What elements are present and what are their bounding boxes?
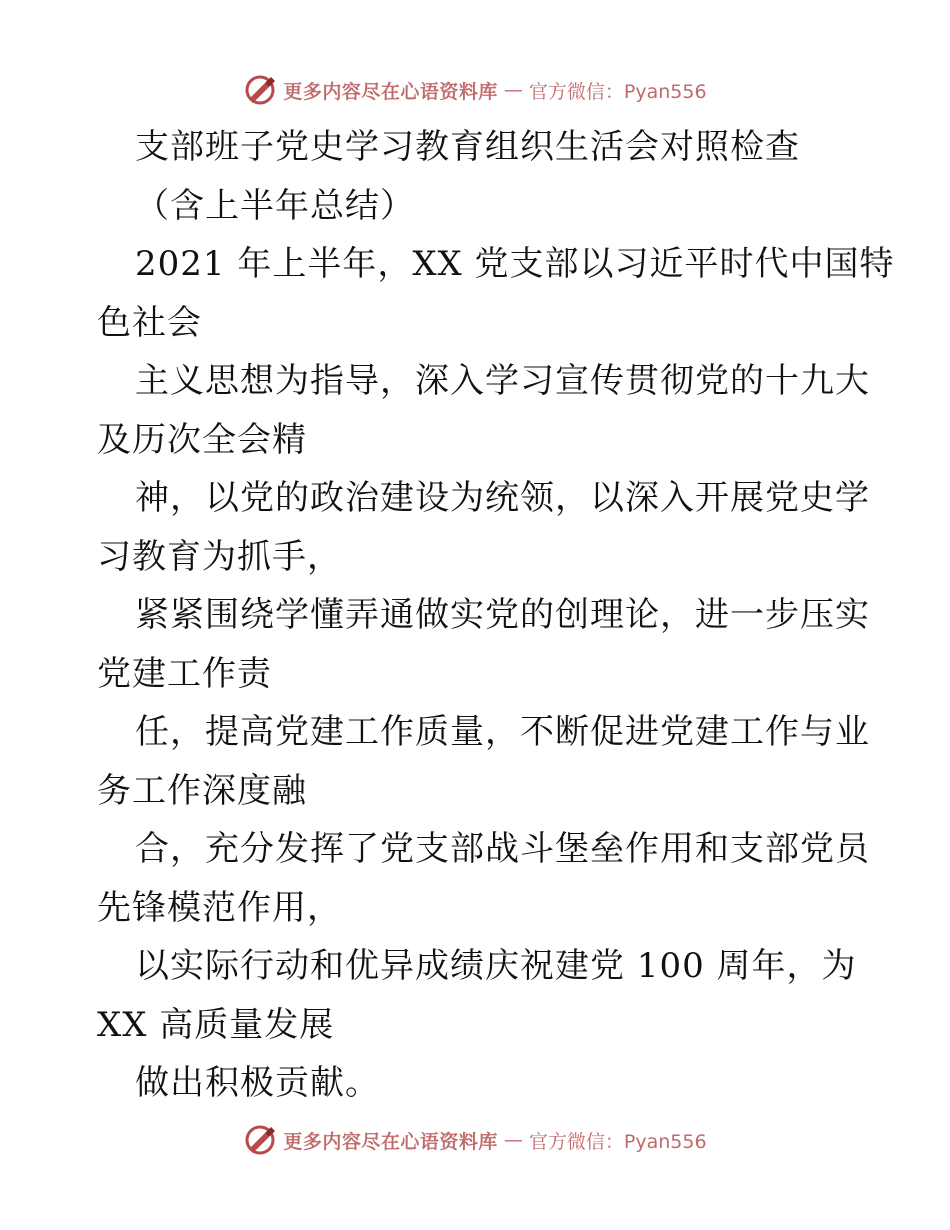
watermark-title: 更多内容尽在心语资料库: [283, 1130, 498, 1153]
doc-title-line-2: （含上半年总结）: [135, 185, 415, 226]
watermark-contact: 官方微信：Pyan556: [528, 1130, 707, 1153]
paragraph-line: 2021 年上半年，XX 党支部以习近平时代中国特: [135, 244, 895, 284]
watermark-title: 更多内容尽在心语资料库: [283, 80, 498, 103]
paragraph-line: 色社会: [97, 302, 202, 343]
paragraph-line: 党建工作责: [97, 653, 272, 694]
document-body: [97, 118, 895, 1113]
paragraph-line: 紧紧围绕学懂弄通做实党的创理论，进一步压实: [135, 595, 870, 635]
paragraph-line: 先锋模范作用，: [97, 887, 342, 928]
paragraph-line: 以实际行动和优异成绩庆祝建党 100 周年，为: [135, 946, 857, 986]
pen-circle-logo-icon: [243, 73, 277, 107]
paragraph-line: 合，充分发挥了党支部战斗堡垒作用和支部党员: [135, 829, 870, 869]
paragraph-line: 习教育为抓手，: [97, 536, 342, 577]
paragraph-line: 及历次全会精: [97, 419, 307, 460]
doc-title-line-1: 支部班子党史学习教育组织生活会对照检查: [135, 127, 800, 167]
watermark-separator: —: [503, 1129, 523, 1151]
watermark-header: [0, 70, 950, 110]
paragraph-line: XX 高质量发展: [97, 1004, 335, 1045]
paragraph-line: 做出积极贡献。: [135, 1063, 380, 1103]
paragraph-line: 务工作深度融: [97, 770, 307, 811]
paragraph-line: 主义思想为指导，深入学习宣传贯彻党的十九大: [135, 361, 870, 401]
watermark-separator: —: [503, 79, 523, 101]
paragraph-line: 任，提高党建工作质量，不断促进党建工作与业: [135, 712, 870, 752]
watermark-contact: 官方微信：Pyan556: [528, 80, 707, 103]
paragraph-line: 神，以党的政治建设为统领，以深入开展党史学: [135, 478, 870, 518]
watermark-footer: [0, 1120, 950, 1160]
pen-circle-logo-icon: [243, 1123, 277, 1157]
